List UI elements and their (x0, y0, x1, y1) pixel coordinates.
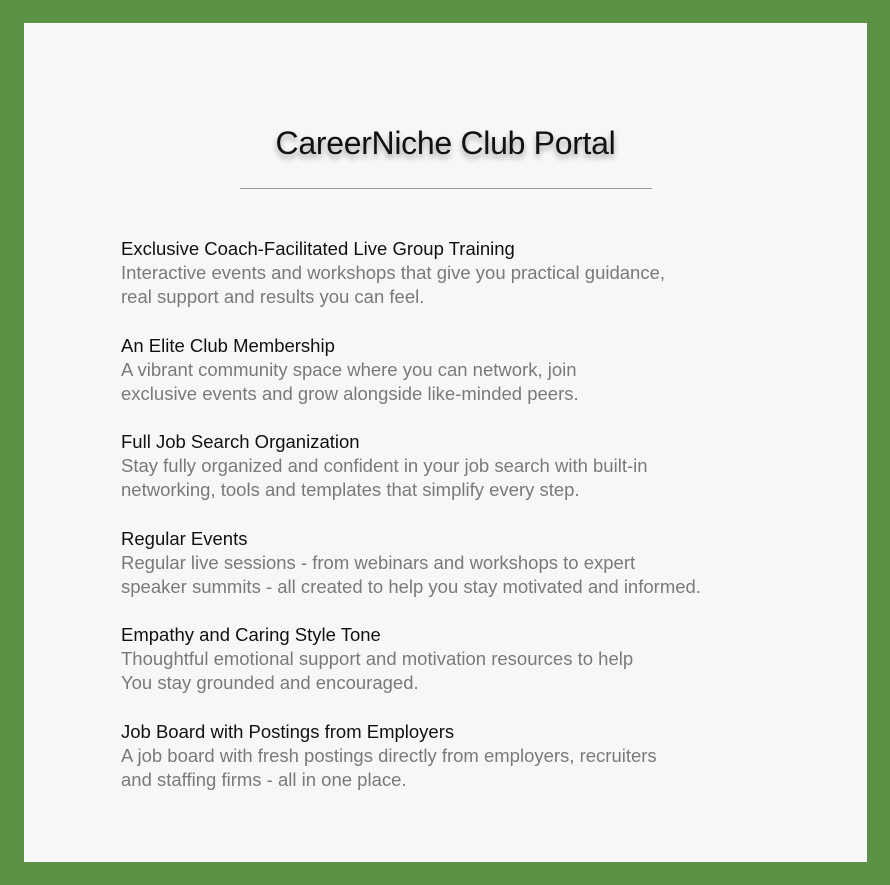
feature-title: Job Board with Postings from Employers (121, 720, 455, 742)
feature-description: A vibrant community space where you can network, join exclusive events and grow alongside like-minded peers. (121, 358, 579, 404)
feature-description: A job board with fresh postings directly from employers, recruiters and staffing firms - all in one place. (121, 744, 657, 790)
feature-description: Regular live sessions - from webinars and workshops to expert speaker summits - all created to help you stay motivated and informed. (121, 551, 701, 597)
feature-title: An Elite Club Membership (121, 334, 335, 356)
feature-title: Empathy and Caring Style Tone (121, 624, 381, 645)
feature-item (121, 720, 821, 792)
title-divider (240, 188, 652, 189)
feature-list (121, 237, 821, 816)
feature-item (121, 623, 821, 695)
feature-item (121, 527, 821, 599)
feature-title: Exclusive Coach-Facilitated Live Group Training (121, 238, 515, 259)
feature-description: Thoughtful emotional support and motivation resources to help You stay grounded and encouraged. (121, 648, 634, 693)
feature-title: Regular Events (121, 527, 248, 549)
page-title: CareerNiche Club Portal (275, 125, 616, 161)
feature-item (121, 237, 821, 309)
feature-description: Stay fully organized and confident in your job search with built-in networking, tools and templates that simplify every step. (121, 455, 648, 500)
feature-description: Interactive events and workshops that give you practical guidance, real support and results you can feel. (121, 262, 666, 307)
portal-card (24, 23, 867, 862)
feature-item (121, 334, 821, 406)
feature-title: Full Job Search Organization (121, 431, 360, 452)
feature-item (121, 430, 821, 502)
